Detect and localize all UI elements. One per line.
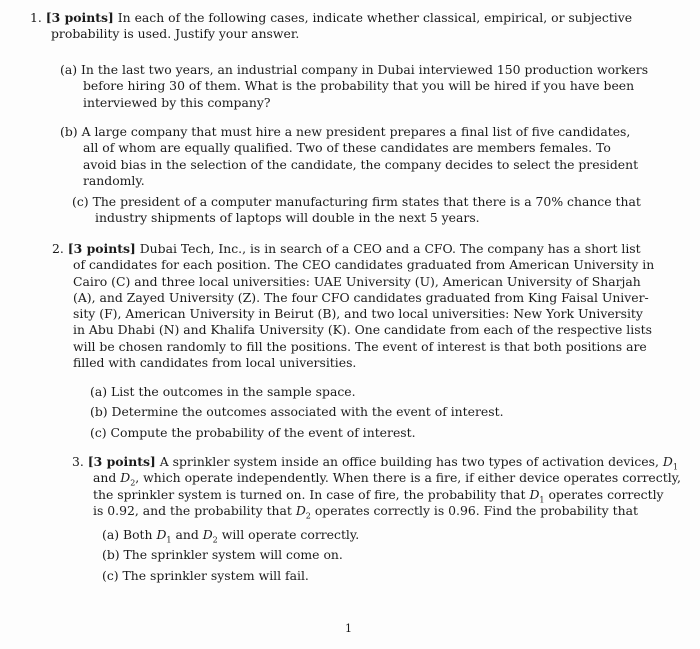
q2-number: 2. (52, 241, 64, 256)
q1-points: [3 points] (45, 10, 114, 25)
q3-line1: A sprinkler system inside an office building has two types of activation devices, (159, 454, 659, 469)
q1-b-label: (b) (60, 124, 78, 139)
q2-line6: in Abu Dhabi (N) and Khalifa University (K). One candidate from each of the respective lists (73, 322, 652, 338)
q1-b-line3: avoid bias in the selection of the candidate, the company decides to select the president (83, 156, 639, 172)
q3-and-word: and (93, 470, 117, 486)
q1-b-line4: randomly. (83, 172, 145, 188)
q2-item-a: (a) List the outcomes in the sample space. (90, 384, 356, 399)
q2-line2: of candidates for each position. The CEO candidates graduated from American University in (73, 257, 655, 273)
question-1 (30, 10, 634, 43)
q1-c-label: (c) (72, 194, 89, 209)
q3-line3-post: operates correctly (548, 486, 664, 502)
q3-line4-post: operates correctly is 0.96. Find the probability that (314, 502, 638, 518)
q1-text-line1: In each of the following cases, indicate whether classical, empirical, or subjective (117, 10, 633, 25)
q1-a-line3: interviewed by this company? (83, 94, 271, 110)
q3-line3: the sprinkler system is turned on. In case of fire, the probability that (93, 486, 526, 502)
q1-b-line1: A large company that must hire a new president prepares a final list of five candidates, (81, 124, 631, 139)
q2-line1: Dubai Tech, Inc., is in search of a CEO and a CFO. The company has a short list (139, 241, 641, 256)
q3-item-c: (c) The sprinkler system will fail. (102, 567, 309, 583)
d2-symbol: D (202, 527, 213, 542)
q1-b-line2: all of whom are equally qualified. Two of these candidates are members females. To (83, 140, 611, 156)
q1-c-line1: The president of a computer manufacturing firm states that there is a 70% chance that (92, 194, 641, 209)
q1-a-line1: In the last two years, an industrial company in Dubai interviewed 150 production workers (81, 62, 649, 77)
q1-c-line2: industry shipments of laptops will double in the next 5 years. (95, 210, 480, 226)
q3-subquestions (102, 527, 622, 588)
q2-item-b: (b) Determine the outcomes associated with the event of interest. (90, 404, 504, 420)
d2-subscript: 2 (212, 535, 218, 545)
q2-line8: filled with candidates from local universities. (73, 355, 357, 371)
q1-a-label: (a) (60, 62, 78, 77)
q3-item-b: (b) The sprinkler system will come on. (102, 547, 343, 563)
q3-points: [3 points] (87, 454, 156, 469)
d2-subscript: 2 (130, 478, 136, 488)
page-number: 1 (345, 622, 352, 635)
d1-subscript: 1 (539, 495, 545, 505)
q2-line4: (A), and Zayed University (Z). The four CFO candidates graduated from King Faisal Univer- (73, 289, 649, 305)
q2-line7: will be chosen randomly to fill the positions. The event of interest is that both positions are (73, 338, 647, 354)
q3-line4: is 0.92, and the probability that (93, 502, 292, 518)
q2-line3: Cairo (C) and three local universities: UAE University (U), American University of Sharjah (73, 273, 641, 289)
d1-subscript: 1 (672, 462, 678, 472)
d1-symbol: D (529, 486, 540, 502)
q3-item-a: (a) Both $D_1$ and $D_2$ will operate correctly. (102, 527, 360, 545)
d2-symbol: D (295, 502, 306, 518)
q3-line2: , which operate independently. When there is a fire, if either device operates correctly, (135, 470, 681, 486)
question-2 (52, 241, 655, 371)
d2-subscript: 2 (305, 511, 311, 521)
q1-text-line2: probability is used. Justify your answer. (51, 26, 300, 42)
q2-subquestions (90, 384, 630, 445)
d1-subscript: 1 (166, 535, 172, 545)
q1-part-a (60, 62, 649, 111)
q2-points: [3 points] (67, 241, 136, 256)
question-3 (72, 454, 681, 521)
q2-item-c: (c) Compute the probability of the event of interest. (90, 424, 416, 440)
d1-symbol: D (662, 454, 673, 469)
q3-number: 3. (72, 454, 84, 469)
q1-number: 1. (30, 10, 42, 25)
q1-a-line2: before hiring 30 of them. What is the probability that you will be hired if you have been (83, 78, 635, 94)
q1-part-b (60, 124, 639, 189)
q1-part-c (72, 194, 641, 227)
q2-line5: sity (F), American University in Beirut (B), and two local universities: New York University (73, 306, 643, 322)
d2-symbol: D (120, 470, 131, 486)
d1-symbol: D (156, 527, 167, 542)
